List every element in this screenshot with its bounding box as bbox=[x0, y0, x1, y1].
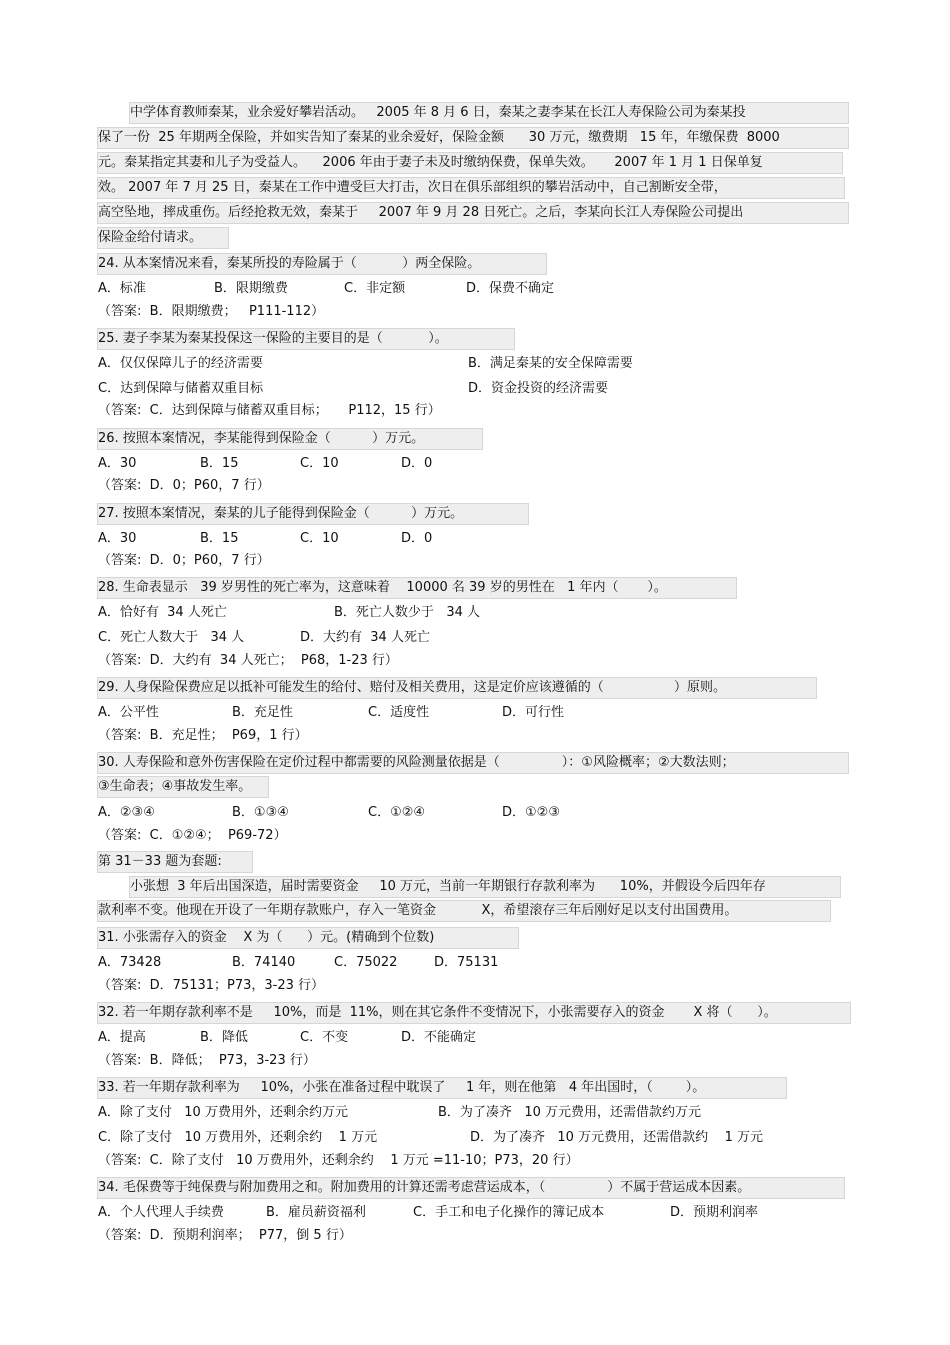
option-c: C．除了支付 10 万费用外，还剩余约 1 万元 bbox=[98, 1130, 378, 1145]
option-b: B．死亡人数少于 34 人 bbox=[334, 605, 480, 620]
question-group-heading: 第 31－33 题为套题: bbox=[98, 852, 252, 872]
question-32-answer: （答案: B．降低； P73，3-23 行） bbox=[98, 1053, 316, 1068]
group-paragraph-line-1: 小张想 3 年后出国深造，届时需要资金 10 万元，当前一年期银行存款利率为 10%，并假设今后四年存 bbox=[130, 877, 840, 897]
question-28-options-row-2 bbox=[98, 628, 858, 648]
question-33-options-row-1 bbox=[98, 1103, 858, 1123]
option-d: D．0 bbox=[401, 456, 433, 471]
option-a: A．73428 bbox=[98, 955, 162, 970]
question-26-stem: 26. 按照本案情况，李某能得到保险金（ ）万元。 bbox=[98, 429, 482, 449]
option-b: B．降低 bbox=[200, 1030, 248, 1045]
option-a: A．30 bbox=[98, 531, 137, 546]
question-29-stem: 29. 人身保险保费应足以抵补可能发生的给付、赔付及相关费用，这是定价应该遵循的（ ）原则。 bbox=[98, 678, 816, 698]
option-a: A．仅仅保障儿子的经济需要 bbox=[98, 356, 263, 371]
question-33-stem: 33. 若一年期存款利率为 10%，小张在准备过程中耽误了 1 年，则在他第 4 年出国时，（ ）。 bbox=[98, 1078, 786, 1098]
option-a: A．恰好有 34 人死亡 bbox=[98, 605, 227, 620]
question-28-options-row-1 bbox=[98, 603, 858, 623]
option-d: D．可行性 bbox=[502, 705, 565, 720]
option-c: C．适度性 bbox=[368, 705, 430, 720]
option-c: C．10 bbox=[300, 531, 339, 546]
option-c: C．不变 bbox=[300, 1030, 349, 1045]
option-c: C．手工和电子化操作的簿记成本 bbox=[413, 1205, 605, 1220]
option-d: D．①②③ bbox=[502, 805, 560, 820]
case-paragraph-line-4: 效。 2007 年 7 月 25 日，秦某在工作中遭受巨大打击，次日在俱乐部组织的攀岩活动中，自己割断安全带， bbox=[98, 178, 844, 198]
case-paragraph-line-5: 高空坠地，摔成重伤。后经抢救无效，秦某于 2007 年 9 月 28 日死亡。之后，李某向长江人寿保险公司提出 bbox=[98, 203, 848, 223]
question-27-answer: （答案: D．0；P60，7 行） bbox=[98, 553, 270, 568]
question-32-options bbox=[98, 1028, 858, 1048]
case-paragraph-line-2: 保了一份 25 年期两全保险，并如实告知了秦某的业余爱好，保险金额 30 万元，缴费期 15 年，年缴保费 8000 bbox=[98, 128, 848, 148]
question-25-answer: （答案: C．达到保障与储蓄双重目标； P112，15 行） bbox=[98, 403, 441, 418]
option-b: B．充足性 bbox=[232, 705, 293, 720]
question-32-stem: 32. 若一年期存款利率不是 10%，而是 11%，则在其它条件不变情况下，小张需要存入的资金 X 将（ ）。 bbox=[98, 1003, 850, 1023]
option-d: D．保费不确定 bbox=[466, 281, 555, 296]
question-33-answer: （答案: C．除了支付 10 万费用外，还剩余约 1 万元 =11-10；P73，20 行） bbox=[98, 1153, 579, 1168]
option-c: C．①②④ bbox=[368, 805, 426, 820]
question-33-options-row-2 bbox=[98, 1128, 858, 1148]
question-31-answer: （答案: D．75131；P73，3-23 行） bbox=[98, 978, 325, 993]
question-31-stem: 31. 小张需存入的资金 X 为（ ）元。(精确到个位数) bbox=[98, 928, 518, 948]
option-b: B．74140 bbox=[232, 955, 296, 970]
question-29-answer: （答案: B．充足性； P69，1 行） bbox=[98, 728, 308, 743]
case-paragraph-line-6: 保险金给付请求。 bbox=[98, 228, 228, 248]
question-24-options bbox=[98, 279, 858, 299]
question-34-answer: （答案: D．预期利润率； P77，倒 5 行） bbox=[98, 1228, 352, 1243]
question-26-answer: （答案: D．0；P60，7 行） bbox=[98, 478, 270, 493]
option-a: A．个人代理人手续费 bbox=[98, 1205, 224, 1220]
question-29-options bbox=[98, 703, 858, 723]
option-a: A．除了支付 10 万费用外，还剩余约万元 bbox=[98, 1105, 348, 1120]
question-34-stem: 34. 毛保费等于纯保费与附加费用之和。附加费用的计算还需考虑营运成本，（ ）不属于营运成本因素。 bbox=[98, 1178, 844, 1198]
case-paragraph-line-3: 元。秦某指定其妻和儿子为受益人。 2006 年由于妻子未及时缴纳保费，保单失效。 2007 年 1 月 1 日保单复 bbox=[98, 153, 842, 173]
option-c: C．死亡人数大于 34 人 bbox=[98, 630, 245, 645]
option-d: D．预期利润率 bbox=[670, 1205, 759, 1220]
option-b: B．为了凑齐 10 万元费用，还需借款约万元 bbox=[438, 1105, 701, 1120]
group-paragraph-line-2: 款利率不变。他现在开设了一年期存款账户，存入一笔资金 X，希望滚存三年后刚好足以支付出国费用。 bbox=[98, 901, 830, 921]
option-c: C．75022 bbox=[334, 955, 398, 970]
option-a: A．标准 bbox=[98, 281, 146, 296]
option-d: D．为了凑齐 10 万元费用，还需借款约 1 万元 bbox=[470, 1130, 764, 1145]
option-a: A．公平性 bbox=[98, 705, 159, 720]
option-d: D．0 bbox=[401, 531, 433, 546]
option-b: B．雇员薪资福利 bbox=[266, 1205, 366, 1220]
option-c: C．达到保障与储蓄双重目标 bbox=[98, 381, 264, 396]
option-d: D．大约有 34 人死亡 bbox=[300, 630, 430, 645]
option-c: C．10 bbox=[300, 456, 339, 471]
question-30-stem-continued: ③生命表；④事故发生率。 bbox=[98, 777, 268, 797]
option-a: A．30 bbox=[98, 456, 137, 471]
option-b: B．满足秦某的安全保障需要 bbox=[468, 356, 633, 371]
option-d: D．75131 bbox=[434, 955, 499, 970]
question-25-options-row-1 bbox=[98, 354, 858, 374]
question-24-stem: 24. 从本案情况来看，秦某所投的寿险属于（ ）两全保险。 bbox=[98, 254, 546, 274]
option-c: C．非定额 bbox=[344, 281, 406, 296]
case-paragraph-line-1: 中学体育教师秦某，业余爱好攀岩活动。 2005 年 8 月 6 日，秦某之妻李某在长江人寿保险公司为秦某投 bbox=[130, 103, 848, 123]
question-25-stem: 25. 妻子李某为秦某投保这一保险的主要目的是（ ）。 bbox=[98, 329, 514, 349]
option-b: B．①③④ bbox=[232, 805, 289, 820]
option-d: D．资金投资的经济需要 bbox=[468, 381, 609, 396]
question-31-options bbox=[98, 953, 858, 973]
question-24-answer: （答案: B．限期缴费； P111-112） bbox=[98, 304, 325, 319]
question-27-stem: 27. 按照本案情况，秦某的儿子能得到保险金（ ）万元。 bbox=[98, 504, 528, 524]
question-28-stem: 28. 生命表显示 39 岁男性的死亡率为，这意味着 10000 名 39 岁的男性在 1 年内（ ）。 bbox=[98, 578, 736, 598]
option-a: A．②③④ bbox=[98, 805, 155, 820]
question-26-options bbox=[98, 454, 858, 474]
question-28-answer: （答案: D．大约有 34 人死亡； P68，1-23 行） bbox=[98, 653, 398, 668]
question-30-options bbox=[98, 803, 858, 823]
option-b: B．限期缴费 bbox=[214, 281, 288, 296]
question-25-options-row-2 bbox=[98, 379, 858, 399]
question-30-stem: 30. 人寿保险和意外伤害保险在定价过程中都需要的风险测量依据是（ ）：①风险概率；②大数法则； bbox=[98, 753, 848, 773]
option-b: B．15 bbox=[200, 531, 239, 546]
option-d: D．不能确定 bbox=[401, 1030, 477, 1045]
option-b: B．15 bbox=[200, 456, 239, 471]
option-a: A．提高 bbox=[98, 1030, 146, 1045]
question-30-answer: （答案: C．①②④； P69-72） bbox=[98, 828, 287, 843]
question-34-options bbox=[98, 1203, 858, 1223]
question-27-options bbox=[98, 529, 858, 549]
